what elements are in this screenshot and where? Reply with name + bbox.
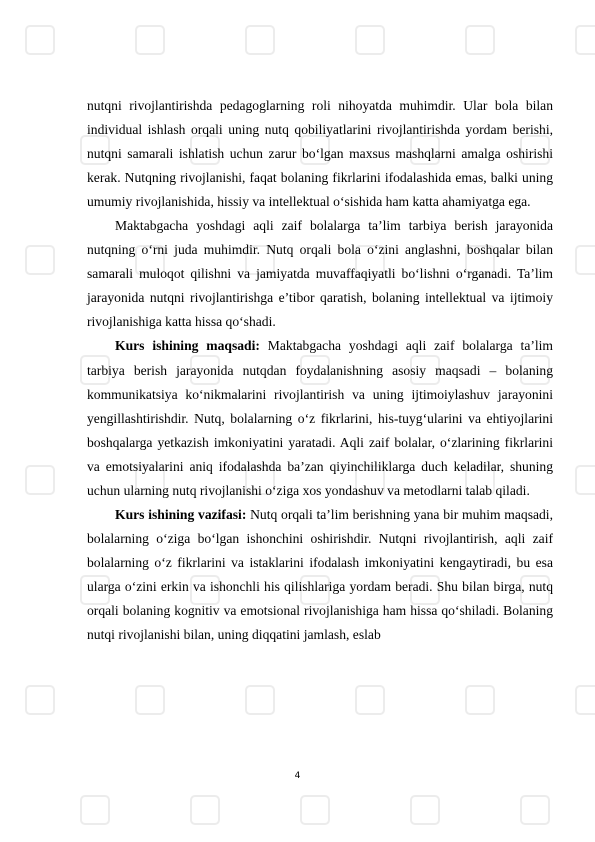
page-number: 4 <box>294 771 301 781</box>
watermark-mark <box>26 246 54 274</box>
purpose-text: Maktabgacha yoshdagi aqli zaif bolalarga ta’lim tarbiya berish jarayonida nutqdan foydalanishning asosiy maqsadi – bolaning kommunikatsiya ko‘nikmalarini rivojlantirish va uning ijtimoiylashuv jarayonini yengillashtirishdir. Nutq, bolalarning o‘z fikrlarini, his-tuyg‘ularini va ehtiyojlarini boshqalarga yetkazish imkoniyatini yaratadi. Aqli zaif bolalar, o‘zlarining fikrlarini va emotsiyalarini aniq ifodalashda ba’zan qiyinchiliklarga duch keladilar, shuning uchun ularning nutq rivojlanishi o‘ziga xos yondashuv va metodlarni talab qiladi. <box>87 338 554 498</box>
watermark-mark <box>26 466 54 494</box>
watermark-mark <box>576 246 595 274</box>
watermark-mark <box>576 686 595 714</box>
watermark-mark <box>521 796 549 824</box>
watermark-mark <box>466 686 494 714</box>
paragraph-purpose <box>87 334 553 502</box>
watermark-mark <box>576 466 595 494</box>
watermark-mark <box>81 796 109 824</box>
paragraph-1-text: nutqni rivojlantirishda pedagoglarning roli nihoyatda muhimdir. Ular bola bilan individual ishlash orqali uning nutq qobiliyatlarini rivojlantirishda yordam berishi, nutqni samarali ishlatish uchun zarur bo‘lgan maxsus mashqlarni amalga oshirishi kerak. Nutqning rivojlanishi, faqat bolaning fikrlarini ifodalashida emas, balki uning umumiy rivojlanishida, hissiy va intellektual o‘sishida ham katta ahamiyatga ega. <box>87 98 553 210</box>
paragraph-1 <box>87 94 553 214</box>
watermark-mark <box>411 796 439 824</box>
purpose-heading: Kurs ishining maqsadi: <box>115 338 260 354</box>
watermark-mark <box>246 26 274 54</box>
watermark-mark <box>191 796 219 824</box>
body-text <box>87 94 553 647</box>
watermark-mark <box>136 26 164 54</box>
paragraph-task <box>87 503 553 647</box>
watermark-mark <box>356 686 384 714</box>
watermark-mark <box>576 26 595 54</box>
paragraph-2 <box>87 214 553 334</box>
watermark-mark <box>246 686 274 714</box>
task-text: Nutq orqali ta’lim berishning yana bir muhim maqsadi, bolalarning o‘ziga bo‘lgan ishonchini oshirishdir. Nutqni rivojlantirish, aqli zaif bolalarning o‘z fikrlarini va istaklarini ifodalash imkoniyatini kengaytiradi, bu esa ularga o‘zini erkin va ishonchli his qilishlariga yordam beradi. Shu bilan birga, nutq orqali bolaning kognitiv va emotsional rivojlanishiga ham hissa qo‘shiladi. Bolaning nutqi rivojlanishi bilan, uning diqqatini jamlash, eslab <box>87 506 553 643</box>
watermark-mark <box>136 686 164 714</box>
watermark-mark <box>26 26 54 54</box>
watermark-mark <box>301 796 329 824</box>
watermark-mark <box>26 686 54 714</box>
watermark-mark <box>356 26 384 54</box>
task-heading: Kurs ishining vazifasi: <box>115 506 247 522</box>
watermark-mark <box>466 26 494 54</box>
paragraph-2-text: Maktabgacha yoshdagi aqli zaif bolalarga ta’lim tarbiya berish jarayonida nutqning o‘rni juda muhimdir. Nutq orqali bola o‘zini anglashni, boshqalar bilan samarali muloqot qilishni va jamiyatda muvaffaqiyatli bo‘lishni o‘rganadi. Ta’lim jarayonida nutqni rivojlantirishga e’tibor qaratish, bolaning intellektual va ijtimoiy rivojlanishiga katta hissa qo‘shadi. <box>87 218 553 330</box>
